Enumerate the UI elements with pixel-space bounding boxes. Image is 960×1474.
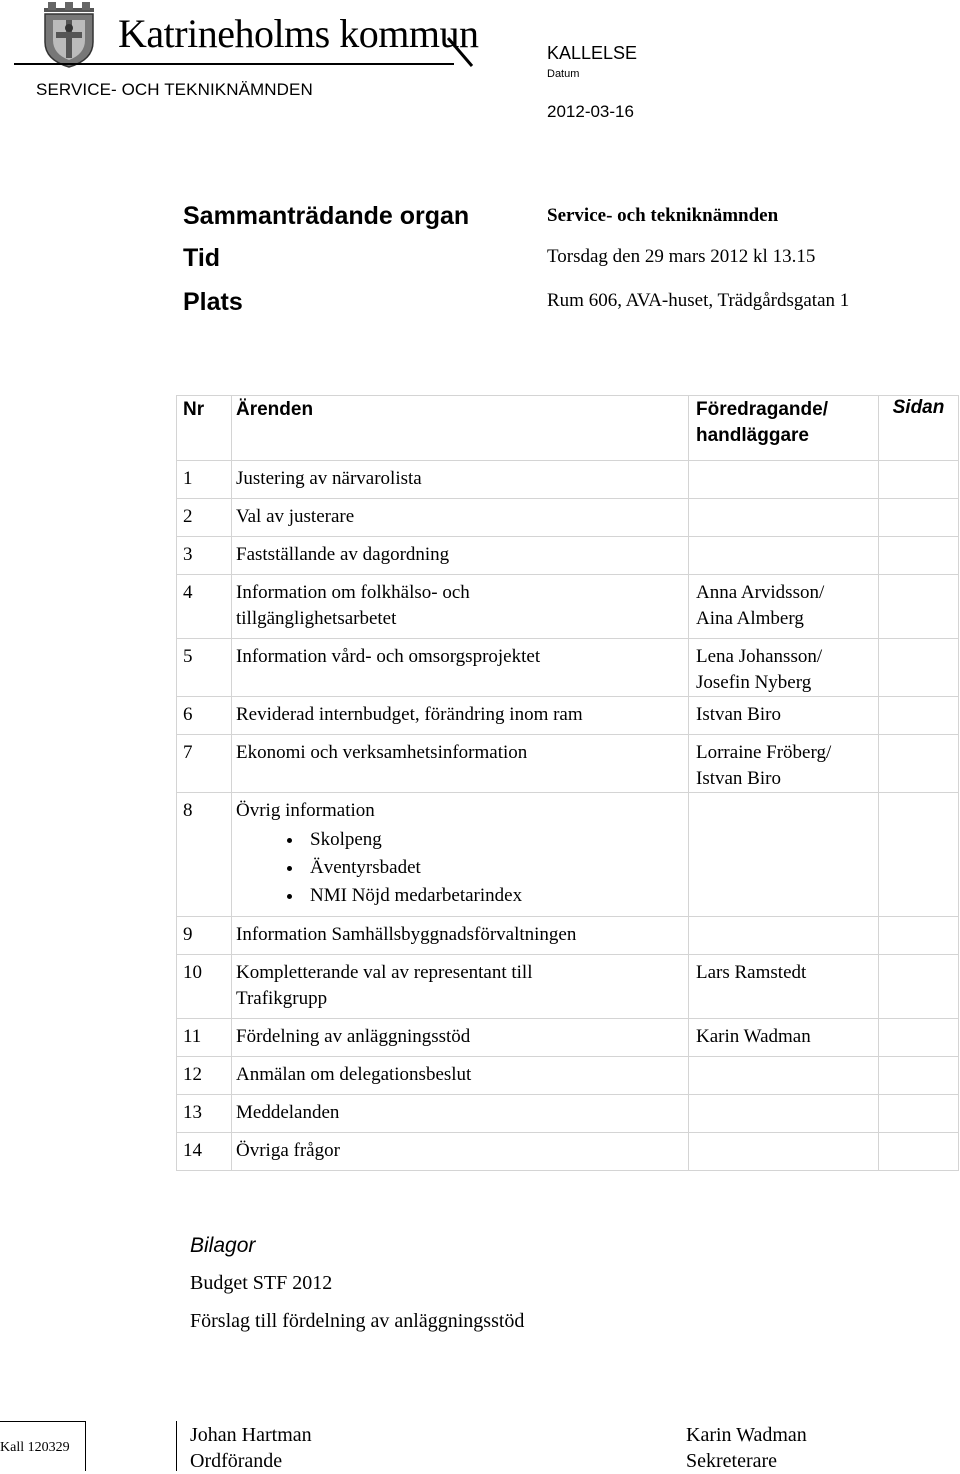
table-row [177,639,959,697]
table-row [177,499,959,537]
row-presenter-line1: Lorraine Fröberg/ [696,742,832,763]
place-value: Rum 606, AVA-huset, Trädgårdsgatan 1 [547,290,850,311]
table-row [177,917,959,955]
header-page: Sidan [879,396,959,461]
row-presenter: Lars Ramstedt [689,955,879,1019]
row-presenter: Istvan Biro [689,697,879,735]
row-nr: 10 [177,955,232,1019]
row-item: Ekonomi och verksamhetsinformation [232,735,689,793]
row-nr: 3 [177,537,232,575]
table-row [177,793,959,917]
signature-secretary [686,1422,807,1474]
agenda-table [176,395,959,1171]
row-item: Anmälan om delegationsbeslut [232,1057,689,1095]
signature-divider [176,1421,177,1471]
row-page [879,1095,959,1133]
row-page [879,793,959,917]
row-page [879,461,959,499]
row-item-line1: Kompletterande val av representant till [236,962,533,983]
subitem-list [236,826,688,910]
row-item [232,955,689,1019]
row-presenter [689,1095,879,1133]
row-presenter-line2: Aina Almberg [696,608,804,629]
row-item-line2: Trafikgrupp [236,988,328,1009]
row-presenter-line1: Lena Johansson/ [696,646,823,667]
table-row [177,1095,959,1133]
row-page [879,537,959,575]
table-row [177,955,959,1019]
place-label: Plats [183,288,243,316]
row-item [232,793,689,917]
row-nr: 12 [177,1057,232,1095]
row-item: Fördelning av anläggningsstöd [232,1019,689,1057]
row-nr: 8 [177,793,232,917]
logo-underline [14,63,454,65]
table-row [177,735,959,793]
signature-chair [190,1422,312,1474]
row-page [879,917,959,955]
footer-reference: Kall 120329 [0,1440,70,1455]
chair-name: Johan Hartman [190,1424,312,1446]
row-item [232,575,689,639]
time-label: Tid [183,244,221,272]
row-item: Meddelanden [232,1095,689,1133]
header-presenter-line2: handläggare [696,425,809,446]
secretary-name: Karin Wadman [686,1424,807,1446]
row-presenter: Karin Wadman [689,1019,879,1057]
row-page [879,1057,959,1095]
time-value: Torsdag den 29 mars 2012 kl 13.15 [547,246,816,267]
table-row [177,461,959,499]
row-presenter [689,917,879,955]
table-row [177,697,959,735]
row-presenter-line2: Josefin Nyberg [696,672,812,693]
row-page [879,735,959,793]
list-item: • NMI Nöjd medarbetarindex [304,882,688,910]
row-item: Fastställande av dagordning [232,537,689,575]
header-presenter-line1: Föredragande/ [696,399,828,420]
row-nr: 11 [177,1019,232,1057]
attachments-label: Bilagor [190,1234,256,1257]
header-presenter [689,396,879,461]
row-item: Information Samhällsbyggnadsförvaltningen [232,917,689,955]
row-nr: 7 [177,735,232,793]
row-nr: 13 [177,1095,232,1133]
row-page [879,499,959,537]
row-item-title: Övrig information [236,800,375,821]
row-presenter [689,1057,879,1095]
row-page [879,575,959,639]
organ-value: Service- och tekniknämnden [547,205,779,226]
row-nr: 14 [177,1133,232,1171]
secretary-title: Sekreterare [686,1450,778,1472]
row-presenter [689,461,879,499]
row-nr: 4 [177,575,232,639]
row-item-line2: tillgänglighetsarbetet [236,608,397,629]
row-presenter [689,639,879,697]
municipality-logo-text: Katrineholms kommun [118,11,479,56]
document-type: KALLELSE [547,43,638,63]
municipality-coat-of-arms-icon [40,2,98,68]
logo-slash-icon [446,36,476,68]
row-page [879,1133,959,1171]
list-item: • Skolpeng [304,826,688,854]
row-item: Reviderad internbudget, förändring inom ram [232,697,689,735]
attachment-item: Förslag till fördelning av anläggningsstöd [190,1310,525,1332]
document-date: 2012-03-16 [547,102,634,121]
department-name: SERVICE- OCH TEKNIKNÄMNDEN [36,80,313,99]
chair-title: Ordförande [190,1450,283,1472]
row-nr: 9 [177,917,232,955]
row-presenter [689,499,879,537]
row-item: Justering av närvarolista [232,461,689,499]
table-row [177,537,959,575]
row-presenter-line1: Anna Arvidsson/ [696,582,825,603]
row-presenter [689,1133,879,1171]
row-page [879,639,959,697]
row-page [879,1019,959,1057]
table-row [177,1133,959,1171]
row-presenter [689,735,879,793]
row-presenter [689,793,879,917]
row-item: Val av justerare [232,499,689,537]
attachment-item: Budget STF 2012 [190,1272,333,1294]
row-nr: 5 [177,639,232,697]
row-nr: 1 [177,461,232,499]
row-page [879,955,959,1019]
table-row [177,1057,959,1095]
row-nr: 2 [177,499,232,537]
row-presenter [689,575,879,639]
table-row [177,575,959,639]
row-item: Information vård- och omsorgsprojektet [232,639,689,697]
header-nr: Nr [177,396,232,461]
table-row [177,1019,959,1057]
header-item: Ärenden [232,396,689,461]
row-presenter [689,537,879,575]
date-label: Datum [547,68,580,80]
row-item: Övriga frågor [232,1133,689,1171]
row-nr: 6 [177,697,232,735]
row-item-line1: Information om folkhälso- och [236,582,470,603]
row-page [879,697,959,735]
list-item: • Äventyrsbadet [304,854,688,882]
organ-label: Sammanträdande organ [183,202,470,230]
row-presenter-line2: Istvan Biro [696,768,781,789]
agenda-header-row [177,396,959,461]
